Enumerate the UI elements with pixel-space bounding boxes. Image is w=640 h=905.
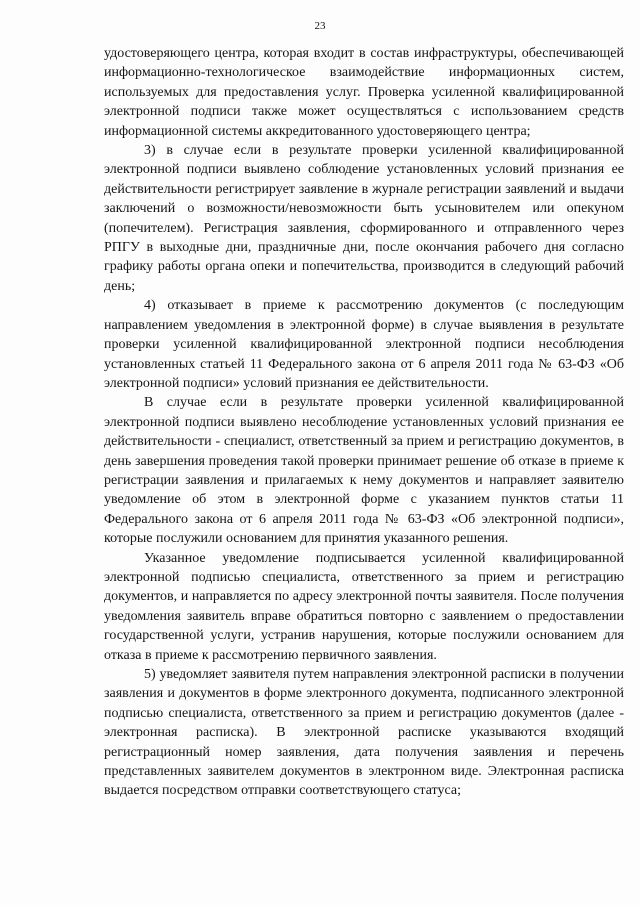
paragraph-1-continuation: удостоверяющего центра, которая входит в состав инфраструктуры, обеспечивающей информационно-технологическое взаимодействие информационных систем, используемых для предоставления услуг. Проверка усиленной квалифицированной электронной подписи также может осуществляться с использованием средств информационной системы аккредитованного удостоверяющего центра; (104, 46, 624, 139)
body-text (104, 44, 624, 801)
paragraph-item-5: 5) уведомляет заявителя путем направления электронной расписки в получении заявления и документов в форме электронного документа, подписанного электронной подписью специалиста, ответственного за прием и регистрацию документов (далее - электронная расписка). В электронной расписке указываются входящий регистрационный номер заявления, дата получения заявления и перечень представленных заявителем документов в электронном виде. Электронная расписка выдается посредством отправки соответствующего статуса; (104, 667, 624, 799)
paragraph-item-4: 4) отказывает в приеме к рассмотрению документов (с последующим направлением уведомления в электронной форме) в случае выявления в результате проверки усиленной квалифицированной электронной подписи несоблюдения установленных статьей 11 Федерального закона от 6 апреля 2011 года № 63-ФЗ «Об электронной подписи» условий признания ее действительности. (104, 298, 624, 391)
page-number: 23 (314, 20, 326, 32)
paragraph-rejection-case: В случае если в результате проверки усиленной квалифицированной электронной подписи выявлено несоблюдение установленных условий признания ее действительности - специалист, ответственный за прием и регистрацию документов, в день завершения проведения такой проверки принимает решение об отказе в приеме к регистрации заявления и прилагаемых к нему документов и направляет заявителю уведомление об этом в электронной форме с указанием пунктов статьи 11 Федерального закона от 6 апреля 2011 года № 63-ФЗ «Об электронной подписи», которые послужили основанием для принятия указанного решения. (104, 395, 624, 547)
paragraph-item-3: 3) в случае если в результате проверки усиленной квалифицированной электронной подписи выявлено соблюдение установленных условий признания ее действительности регистрирует заявление в журнале регистрации заявлений и выдачи заключений о возможности/невозможности быть усыновителем или опекуном (попечителем). Регистрация заявления, сформированного и отправленного через РПГУ в выходные дни, праздничные дни, после окончания рабочего дня согласно графику работы органа опеки и попечительства, производится в следующий рабочий день; (104, 143, 624, 294)
paragraph-notification: Указанное уведомление подписывается усиленной квалифицированной электронной подписью специалиста, ответственного за прием и регистрацию документов, и направляется по адресу электронной почты заявителя. После получения уведомления заявитель вправе обратиться повторно с заявлением о предоставлении государственной услуги, устранив нарушения, которые послужили основанием для отказа в приеме к рассмотрению первичного заявления. (104, 550, 624, 663)
